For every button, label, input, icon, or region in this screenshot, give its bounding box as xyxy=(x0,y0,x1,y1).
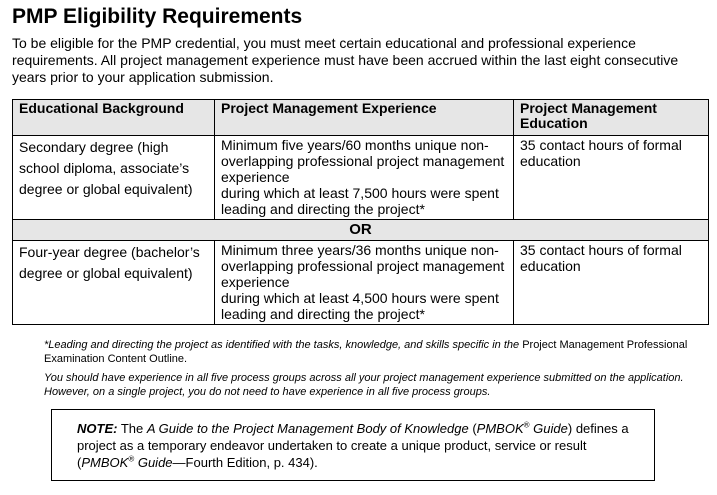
header-educational-background: Educational Background xyxy=(13,100,215,136)
note-label: NOTE: xyxy=(77,421,118,436)
note-guide-2: Guide xyxy=(137,455,173,470)
cell-background: Four-year degree (bachelor’s degree or global equivalent) xyxy=(13,241,215,325)
footnote-leading xyxy=(44,338,704,366)
table-header-row xyxy=(13,100,709,136)
header-pm-education: Project Management Education xyxy=(514,100,709,136)
note-paren: ( xyxy=(472,421,477,436)
note-text-1: The xyxy=(120,421,144,436)
experience-hours-text: during which at least 4,500 hours were spent leading and directing the project* xyxy=(221,290,499,322)
note-text-3: —Fourth Edition, p. 434). xyxy=(172,455,318,470)
intro-paragraph: To be eligible for the PMP credential, you must meet certain educational and professional experience requirements. All project management experience must have been accrued within the last eight consecutive years prior to your application submission. xyxy=(12,35,679,85)
note-box xyxy=(51,409,655,481)
cell-education: 35 contact hours of formal education xyxy=(514,241,709,325)
note-guide: Guide xyxy=(533,421,568,436)
experience-text: Minimum three years/36 months unique non-overlapping professional project management experience xyxy=(221,242,505,290)
experience-hours-text: during which at least 7,500 hours were spent leading and directing the project* xyxy=(221,185,499,217)
table-row xyxy=(13,136,709,220)
note-pmbok-2: PMBOK xyxy=(81,455,129,470)
page-title: PMP Eligibility Requirements xyxy=(12,5,303,28)
footnote-leading-italic: *Leading and directing the project as identified with the tasks, knowledge, and skills specific in the xyxy=(44,339,520,351)
experience-text: Minimum five years/60 months unique non-overlapping professional project management experience xyxy=(221,137,505,185)
cell-background: Secondary degree (high school diploma, associate’s degree or global equivalent) xyxy=(13,136,215,220)
or-separator-row xyxy=(13,220,709,241)
or-separator: OR xyxy=(13,220,709,241)
registered-mark-2: ® xyxy=(128,454,135,464)
registered-mark: ® xyxy=(523,420,530,430)
cell-experience xyxy=(215,136,514,220)
footnotes xyxy=(44,338,704,404)
header-pm-experience: Project Management Experience xyxy=(215,100,514,136)
note-guide-title: A Guide to the Project Management Body of Knowledge xyxy=(146,421,469,436)
note-text xyxy=(77,420,637,471)
footnote-leading-plain: Project Management Professional Examination Content Outline. xyxy=(44,339,688,365)
note-text-2: ) defines a project as a temporary endeavor undertaken to create a unique product, service or result ( xyxy=(77,421,629,470)
cell-education: 35 contact hours of formal education xyxy=(514,136,709,220)
note-pmbok: PMBOK xyxy=(476,421,524,436)
cell-experience xyxy=(215,241,514,325)
table-row xyxy=(13,241,709,325)
footnote-process-groups: You should have experience in all five process groups across all your project management experience submitted on the application. However, on a single project, you do not need to have experience in all five process groups. xyxy=(44,372,684,398)
eligibility-table xyxy=(12,99,709,325)
